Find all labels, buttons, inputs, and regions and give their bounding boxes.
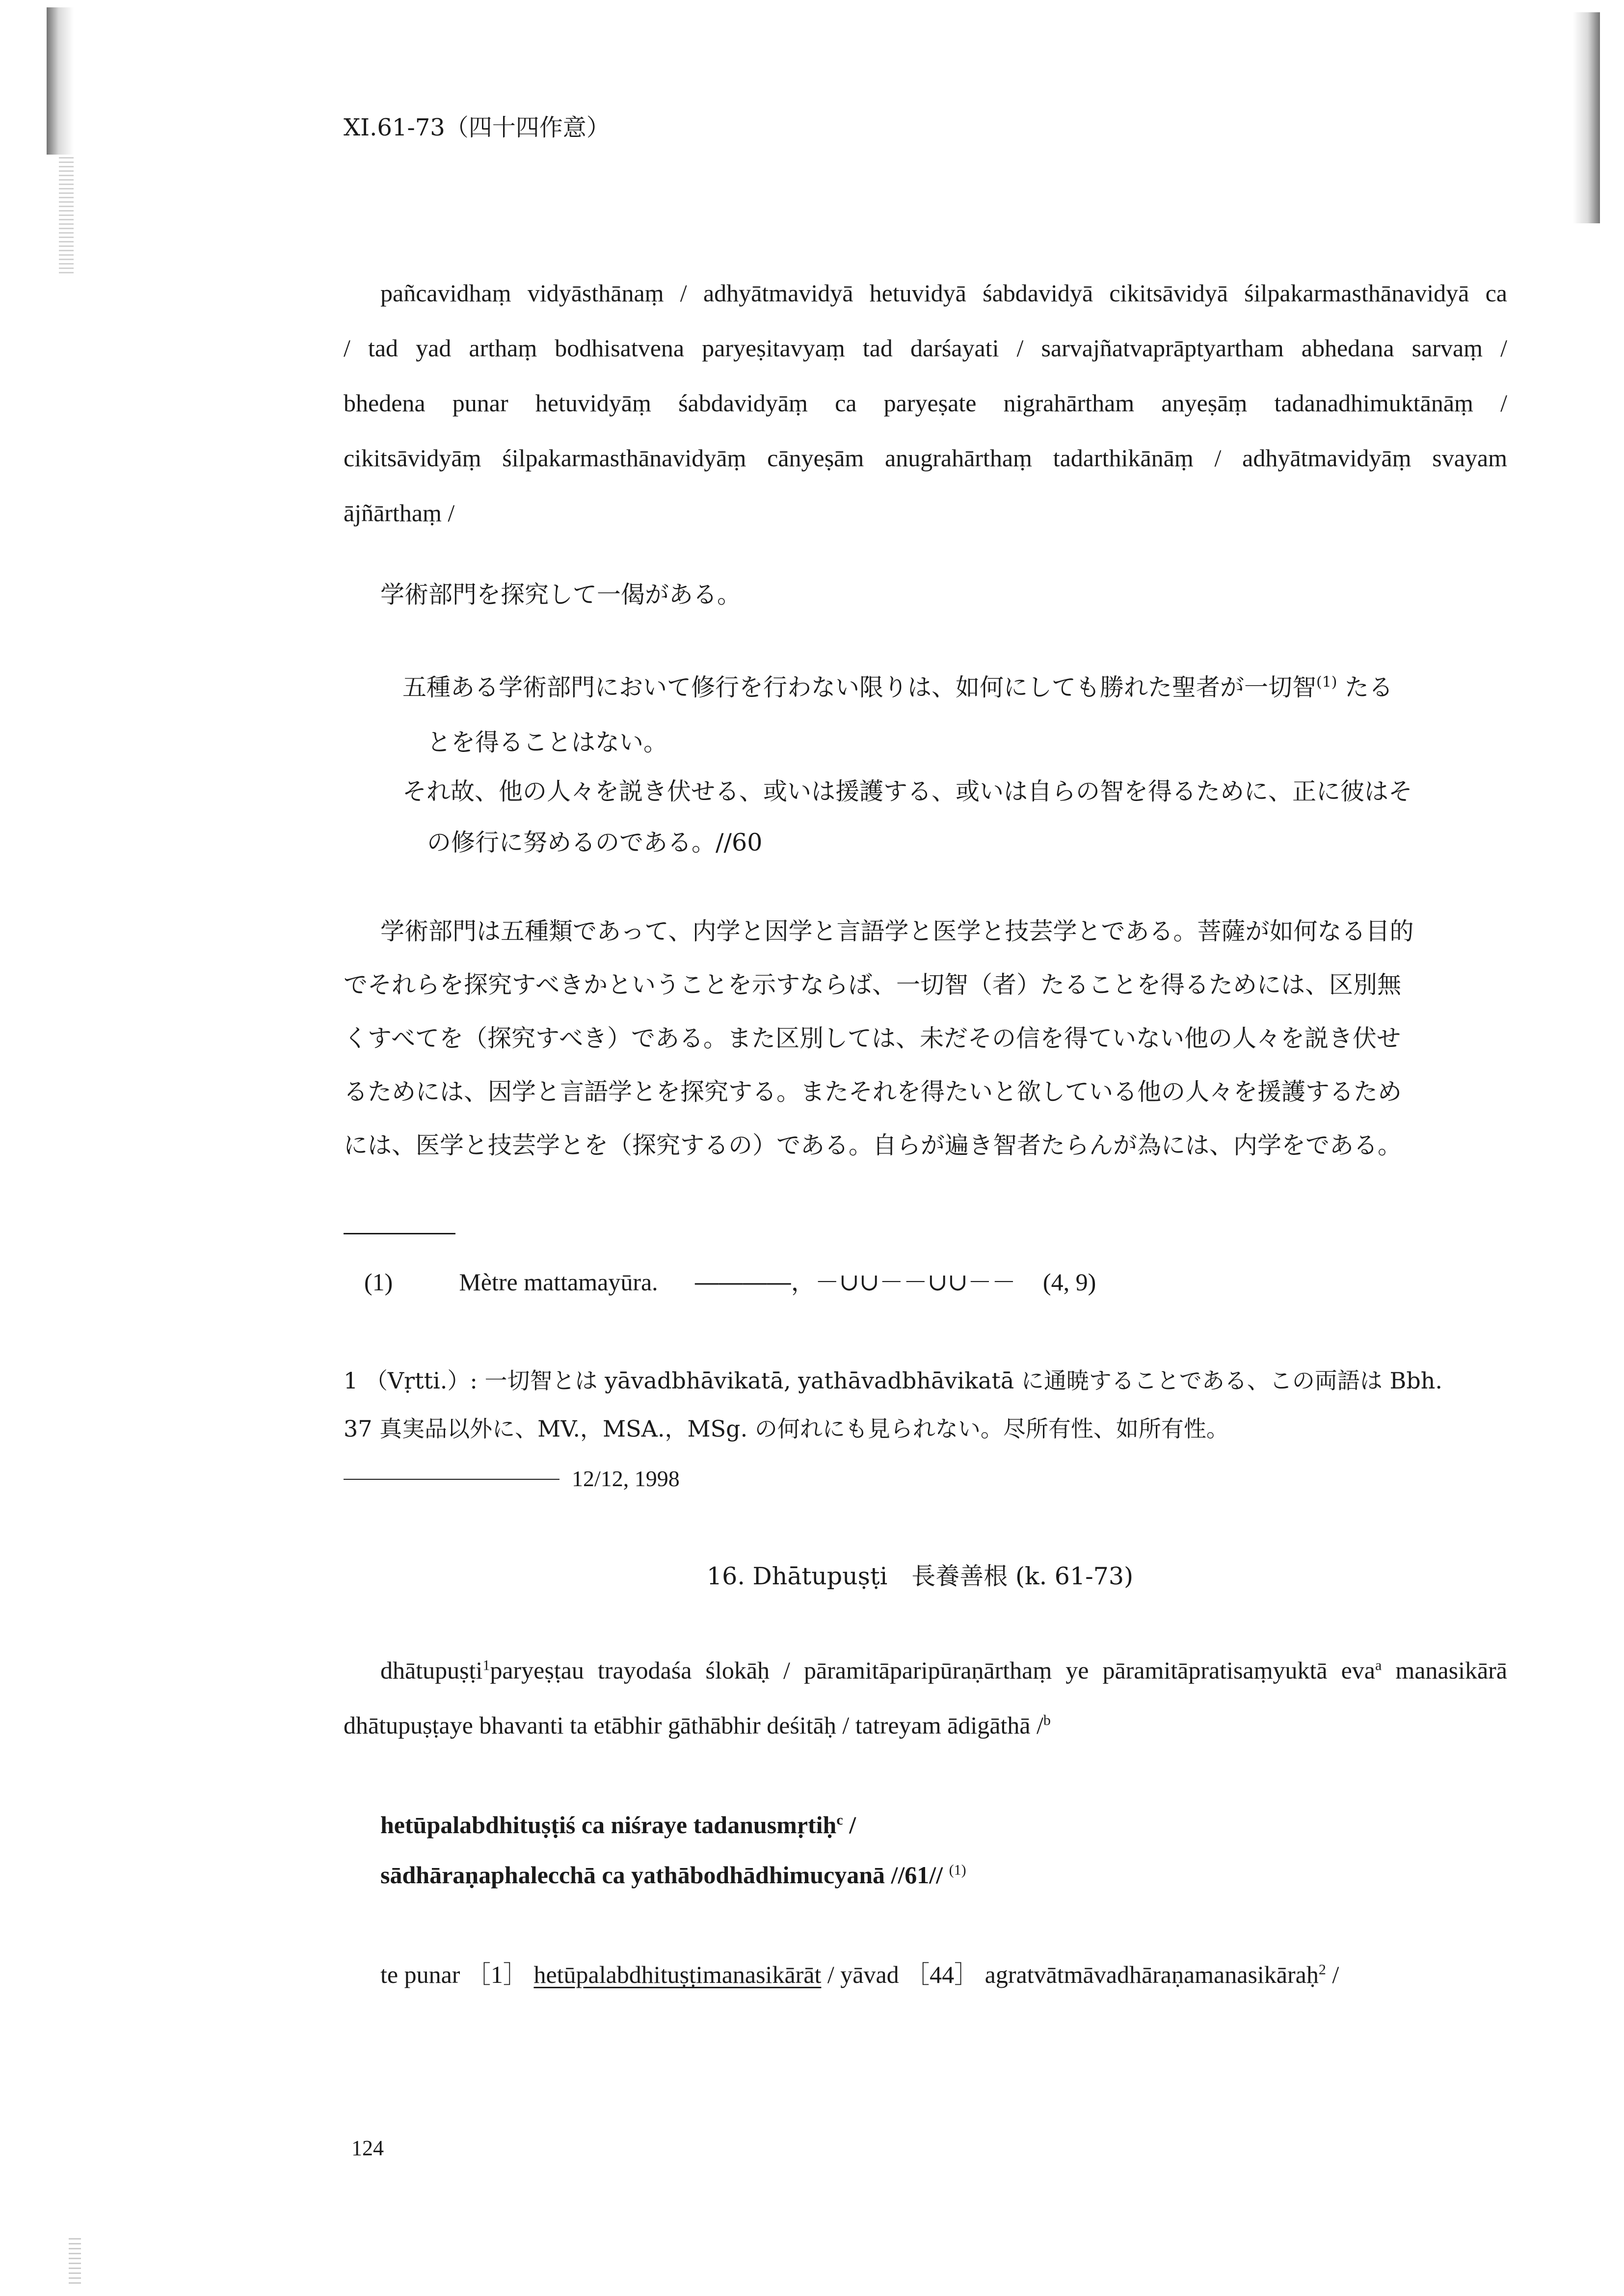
last-line-underlined-term: hetūpalabdhituṣṭimanasikārāt xyxy=(533,1961,822,1988)
section-heading: 16. Dhātupuṣṭi 長養善根 (k. 61-73) xyxy=(707,1562,1134,1590)
sanskrit-para2-line2-body: dhātupuṣṭaye bhavanti ta etābhir gāthābhir deśitāḥ / tatreyam ādigāthā / xyxy=(344,1711,1043,1739)
verse-ja-line4: の修行に努めるのである。//60 xyxy=(427,828,763,856)
running-title: XI.61-73（四十四作意） xyxy=(344,114,610,141)
footnote-1 xyxy=(364,1270,1096,1294)
footnote-1-meter: ――――，－∪∪－－∪∪－－ xyxy=(694,1268,1016,1296)
last-line xyxy=(380,1962,1339,1987)
sanskrit-para1-line1: pañcavidhaṃ vidyāsthānaṃ / adhyātmavidyā hetuvidyā śabdavidyā cikitsāvidyā śilpakarmasthānavidyā ca xyxy=(380,279,1507,307)
last-line-middle: / yāvad ［44］ agratvātmāvadhāraṇamanasikāraḥ xyxy=(821,1961,1319,1988)
note-ref-c: c xyxy=(836,1812,843,1828)
sanskrit-para2-line1 xyxy=(380,1658,1507,1682)
verse-sa-line1-body: hetūpalabdhituṣṭiś ca niśraye tadanusmṛtiḥ xyxy=(380,1811,837,1839)
sanskrit-para2-line1-body: paryeṣṭau trayodaśa ślokāḥ / pāramitāparipūraṇārthaṃ ye pāramitāpratisaṃyuktā eva xyxy=(490,1656,1375,1684)
sanskrit-para1-line4: cikitsāvidyāṃ śilpakarmasthānavidyāṃ cānyeṣām anugrahārthaṃ tadarthikānāṃ / adhyātmavidyāṃ svayam xyxy=(344,444,1507,472)
commentary-ja-line3: くすべてを（探究すべき）である。また区別しては、未だその信を得ていない他の人々を説き伏せ xyxy=(344,1024,1401,1052)
note-ref-1: 1 xyxy=(482,1657,490,1674)
verse-ja-line3: それ故、他の人々を説き伏せる、或いは援護する、或いは自らの智を得るために、正に彼はそ xyxy=(402,777,1413,805)
scan-edge-noise-bottom xyxy=(69,2238,81,2287)
note-ref-2: 2 xyxy=(1318,1961,1326,1978)
sanskrit-para1-line3: bhedena punar hetuvidyāṃ śabdavidyāṃ ca paryeṣate nigrahārtham anyeṣāṃ tadanadhimuktānāṃ / xyxy=(344,389,1507,417)
scan-edge-noise-left xyxy=(59,157,74,275)
commentary-ja-line2: でそれらを探究すべきかということを示すならば、一切智（者）たることを得るためには、区別無 xyxy=(344,971,1402,999)
sanskrit-para2-line2 xyxy=(344,1713,1051,1737)
sanskrit-para1-line5: ājñārthaṃ / xyxy=(344,499,455,527)
commentary-ja-line1: 学術部門は五種類であって、内学と因学と言語学と医学と技芸学とである。菩薩が如何なる目的 xyxy=(380,917,1414,945)
intro-japanese: 学術部門を探究して一偈がある。 xyxy=(380,581,742,609)
scan-edge-shadow-left xyxy=(47,7,74,155)
footnote-ref-verse61: (1) xyxy=(949,1862,966,1878)
verse-ja-line1-end: たる xyxy=(1345,673,1393,701)
note-1-line2: 37 真実品以外に、MV.，MSA.，MSg. の何れにも見られない。尽所有性、如所有性。 xyxy=(344,1415,1229,1442)
note-1-line1: 1 （Vṛtti.）: 一切智とは yāvadbhāvikatā, yathāvadbhāvikatā に通暁することである、この両語は Bbh. xyxy=(344,1367,1443,1394)
verse-sa-line2 xyxy=(380,1863,966,1887)
footnote-separator xyxy=(344,1233,455,1234)
note-date-rule xyxy=(344,1479,559,1480)
note-date: 12/12, 1998 xyxy=(572,1466,680,1491)
footnote-1-number: (1) xyxy=(364,1268,393,1296)
commentary-ja-line4: るためには、因学と言語学とを探究する。またそれを得たいと欲している他の人々を援護するため xyxy=(344,1078,1402,1106)
scan-edge-shadow-right xyxy=(1573,12,1600,223)
note-ref-a: a xyxy=(1375,1657,1382,1674)
verse-ja-line2: とを得ることはない。 xyxy=(427,728,668,756)
commentary-ja-line5: には、医学と技芸学とを（探究するの）である。自らが遍き智者たらんが為には、内学をである。 xyxy=(344,1131,1402,1159)
verse-sa-line1-end: / xyxy=(843,1811,856,1839)
footnote-ref-1: (1) xyxy=(1316,673,1337,691)
note-ref-b: b xyxy=(1043,1712,1051,1729)
verse-ja-line1-main: 五種ある学術部門において修行を行わない限りは、如何にしても勝れた聖者が一切智 xyxy=(402,673,1317,701)
footnote-1-count: (4, 9) xyxy=(1042,1268,1096,1296)
sanskrit-para1-line2: / tad yad arthaṃ bodhisatvena paryeṣitavyaṃ tad darśayati / sarvajñatvaprāptyartham abhedana sarvaṃ / xyxy=(344,334,1507,362)
sanskrit-para2-word1: dhātupuṣṭi xyxy=(380,1656,483,1684)
last-line-start: te punar ［1］ xyxy=(380,1961,528,1988)
verse-sa-line1 xyxy=(380,1813,856,1837)
sanskrit-para2-line1-end: manasikārā xyxy=(1382,1656,1507,1684)
footnote-1-text: Mètre mattamayūra. xyxy=(459,1268,658,1296)
page-number: 124 xyxy=(351,2136,384,2160)
verse-ja-line1 xyxy=(402,675,1393,699)
verse-sa-line2-body: sādhāraṇaphalecchā ca yathābodhādhimucyanā //61// xyxy=(380,1861,943,1889)
last-line-end: / xyxy=(1326,1961,1339,1988)
